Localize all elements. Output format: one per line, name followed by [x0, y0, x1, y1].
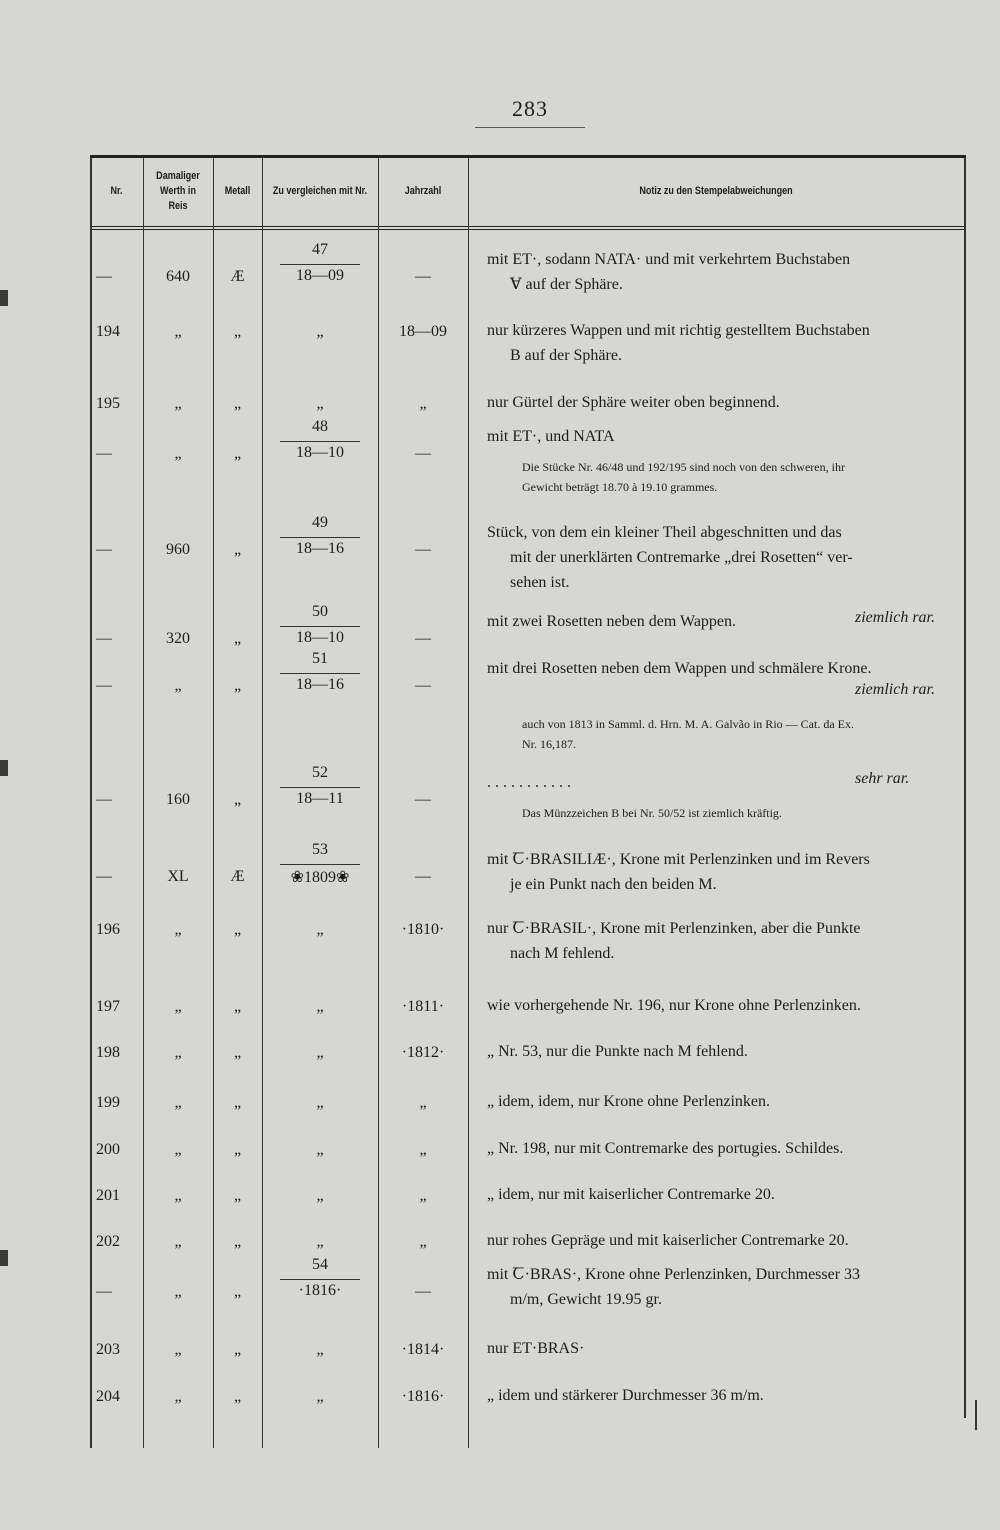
cell-werth: „ [174, 1044, 182, 1061]
cell-compare-number: 51 [312, 650, 328, 667]
cell-werth: XL [167, 868, 189, 885]
cell-werth: „ [174, 1233, 182, 1250]
cell-jahrzahl: ·1816· [401, 1388, 445, 1405]
cell-metall: „ [233, 1141, 242, 1158]
cell-jahrzahl: ·1810· [401, 921, 445, 938]
cell-werth: „ [174, 1187, 182, 1204]
compare-fraction-rule [280, 264, 360, 265]
note-line: Ɐ auf der Sphäre. [510, 276, 623, 293]
cell-werth: „ [174, 1388, 182, 1405]
cell-nr: 201 [96, 1187, 120, 1204]
cell-werth: „ [174, 1283, 182, 1300]
cell-werth: „ [174, 677, 182, 694]
rarity-note: sehr rar. [855, 770, 910, 787]
header-nr: Nr. [110, 184, 123, 197]
cell-werth: „ [174, 1341, 182, 1358]
footnote-line: Das Münzzeichen B bei Nr. 50/52 ist ziemlich kräftig. [522, 806, 782, 820]
cell-compare-year: 18—10 [296, 444, 344, 461]
cell-compare-number: 52 [312, 764, 328, 781]
cell-nr: — [96, 541, 112, 558]
cell-nr: 194 [96, 323, 120, 340]
cell-metall: „ [233, 445, 242, 462]
note-line: sehen ist. [510, 574, 570, 591]
cell-werth: 320 [166, 630, 190, 647]
cell-compare: „ [316, 1141, 324, 1158]
margin-mark [0, 760, 8, 776]
cell-compare-number: 53 [312, 841, 328, 858]
note-line: nur kürzeres Wappen und mit richtig gestelltem Buchstaben [487, 322, 870, 339]
cell-jahrzahl: — [415, 868, 431, 885]
cell-compare-year: ·1816· [298, 1282, 342, 1299]
cell-compare: „ [316, 1388, 324, 1405]
cell-compare: „ [316, 1044, 324, 1061]
cell-jahrzahl: ·1812· [401, 1044, 445, 1061]
cell-werth: „ [174, 998, 182, 1015]
cell-jahrzahl: „ [419, 1141, 427, 1158]
cell-werth: „ [174, 921, 182, 938]
cell-nr: 198 [96, 1044, 120, 1061]
note-line: mit ET·, und NATA [487, 428, 615, 445]
cell-nr: — [96, 268, 112, 285]
footnote-line: Gewicht beträgt 18.70 à 19.10 grammes. [522, 480, 718, 494]
cell-jahrzahl: — [415, 677, 431, 694]
compare-fraction-rule [280, 864, 360, 865]
cell-nr: — [96, 791, 112, 808]
cell-werth: „ [174, 445, 182, 462]
header-werth: Damaliger Werth in Reis [156, 169, 200, 212]
note-line: „ idem, idem, nur Krone ohne Perlenzinken. [487, 1093, 771, 1110]
cell-metall: „ [233, 1283, 242, 1300]
note-line: „ idem, nur mit kaiserlicher Contremarke 20. [487, 1186, 775, 1203]
note-line: Stück, von dem ein kleiner Theil abgeschnitten und das [487, 524, 842, 541]
cell-metall: „ [233, 1341, 242, 1358]
cell-metall: „ [233, 921, 242, 938]
cell-nr: 196 [96, 921, 120, 938]
note-line: mit ET·, sodann NATA· und mit verkehrtem Buchstaben [487, 251, 851, 268]
cell-compare-number: 50 [312, 603, 328, 620]
cell-compare-year: 18—09 [296, 267, 344, 284]
cell-metall: „ [233, 677, 242, 694]
cell-compare: „ [316, 1233, 324, 1250]
note-line: wie vorhergehende Nr. 196, nur Krone ohne Perlenzinken. [487, 997, 861, 1014]
note-line: mit der unerklärten Contremarke „drei Rosetten“ ver- [510, 549, 853, 566]
cell-compare-year: 18—16 [296, 540, 344, 557]
cell-jahrzahl: — [415, 791, 431, 808]
compare-fraction-rule [280, 1279, 360, 1280]
cell-nr: 202 [96, 1233, 120, 1250]
footnote-line: auch von 1813 in Samml. d. Hrn. M. A. Galvão in Rio — Cat. da Ex. [522, 717, 854, 731]
note-line: „ Nr. 198, nur mit Contremarke des portugies. Schildes. [487, 1140, 844, 1157]
header-vergleichen: Zu vergleichen mit Nr. [272, 184, 368, 197]
note-line: B auf der Sphäre. [510, 347, 622, 364]
compare-fraction-rule [280, 537, 360, 538]
rarity-note: ziemlich rar. [855, 609, 935, 626]
cell-jahrzahl: — [415, 541, 431, 558]
cell-compare: „ [316, 323, 324, 340]
cell-nr: 197 [96, 998, 120, 1015]
cell-werth: „ [174, 323, 182, 340]
cell-compare-year: 18—16 [296, 676, 344, 693]
cell-compare: „ [316, 998, 324, 1015]
cell-metall: „ [233, 630, 242, 647]
cell-metall: „ [233, 395, 242, 412]
cell-jahrzahl: 18—09 [399, 323, 447, 340]
cell-werth: „ [174, 395, 182, 412]
note-line: je ein Punkt nach den beiden M. [510, 876, 717, 893]
header-rule [90, 226, 966, 227]
cell-nr: 203 [96, 1341, 120, 1358]
cell-compare: „ [316, 395, 324, 412]
footnote-line: Die Stücke Nr. 46/48 und 192/195 sind noch von den schweren, ihr [522, 460, 845, 474]
compare-fraction-rule [280, 441, 360, 442]
compare-fraction-rule [280, 673, 360, 674]
cell-jahrzahl: „ [419, 1187, 427, 1204]
cell-compare-number: 49 [312, 514, 328, 531]
cell-compare: „ [316, 1094, 324, 1111]
cell-compare-number: 48 [312, 418, 328, 435]
cell-compare: „ [316, 921, 324, 938]
cell-metall: „ [233, 1044, 242, 1061]
rarity-note: ziemlich rar. [855, 681, 935, 698]
cell-nr: 200 [96, 1141, 120, 1158]
page-number-rule [475, 127, 585, 128]
cell-jahrzahl: — [415, 1283, 431, 1300]
header-jahrzahl: Jahrzahl [404, 184, 442, 197]
cell-werth: 960 [166, 541, 190, 558]
cell-nr: 199 [96, 1094, 120, 1111]
col-border [90, 158, 92, 1448]
cell-werth: „ [174, 1141, 182, 1158]
cell-metall: „ [233, 791, 242, 808]
cell-werth: 640 [166, 268, 190, 285]
margin-mark [0, 290, 8, 306]
cell-werth: „ [174, 1094, 182, 1111]
cell-metall: „ [233, 1388, 242, 1405]
note-line: m/m, Gewicht 19.95 gr. [510, 1291, 662, 1308]
col-border [262, 158, 263, 1448]
cell-metall: „ [233, 1233, 242, 1250]
note-line: nach M fehlend. [510, 945, 615, 962]
compare-fraction-rule [280, 626, 360, 627]
cell-nr: 195 [96, 395, 120, 412]
cell-compare: „ [316, 1187, 324, 1204]
note-line: nur Ꞇ·BRASIL·, Krone mit Perlenzinken, aber die Punkte [487, 920, 861, 937]
cell-nr: — [96, 1283, 112, 1300]
header-rule-double [90, 229, 966, 230]
cell-jahrzahl: „ [419, 1094, 427, 1111]
cell-compare-year: 18—11 [296, 790, 344, 807]
cell-jahrzahl: — [415, 630, 431, 647]
cell-werth: 160 [166, 791, 190, 808]
cell-jahrzahl: ·1814· [401, 1341, 445, 1358]
cell-jahrzahl: „ [419, 1233, 427, 1250]
cell-metall: Æ [230, 868, 245, 885]
note-line: nur ET·BRAS· [487, 1340, 585, 1357]
col-border-end [975, 1400, 977, 1430]
note-line: mit Ꞇ·BRASILIÆ·, Krone mit Perlenzinken und im Revers [487, 851, 870, 868]
cell-nr: 204 [96, 1388, 120, 1405]
compare-fraction-rule [280, 787, 360, 788]
note-line: nur Gürtel der Sphäre weiter oben beginnend. [487, 394, 780, 411]
cell-metall: „ [233, 998, 242, 1015]
cell-metall: Æ [230, 268, 245, 285]
cell-metall: „ [233, 323, 242, 340]
cell-jahrzahl: — [415, 268, 431, 285]
note-line: mit Ꞇ·BRAS·, Krone ohne Perlenzinken, Durchmesser 33 [487, 1266, 861, 1283]
cell-jahrzahl: „ [419, 395, 427, 412]
cell-compare-number: 47 [312, 241, 328, 258]
header-metall: Metall [224, 184, 251, 197]
note-line: „ idem und stärkerer Durchmesser 36 m/m. [487, 1387, 764, 1404]
cell-jahrzahl: — [415, 445, 431, 462]
margin-mark [0, 1250, 8, 1266]
note-line: mit zwei Rosetten neben dem Wappen. [487, 613, 737, 630]
page-number: 283 [512, 96, 548, 121]
cell-nr: — [96, 677, 112, 694]
cell-jahrzahl: ·1811· [401, 998, 445, 1015]
cell-compare-year: ❀1809❀ [290, 869, 350, 886]
cell-metall: „ [233, 541, 242, 558]
cell-nr: — [96, 630, 112, 647]
cell-metall: „ [233, 1187, 242, 1204]
table-top-rule [90, 155, 966, 158]
note-line: mit drei Rosetten neben dem Wappen und schmälere Krone. [487, 660, 872, 677]
cell-compare-year: 18—10 [296, 629, 344, 646]
cell-nr: — [96, 868, 112, 885]
note-line: . . . . . . . . . . . [487, 774, 571, 791]
footnote-line: Nr. 16,187. [522, 737, 576, 751]
cell-compare: „ [316, 1341, 324, 1358]
cell-metall: „ [233, 1094, 242, 1111]
col-border [468, 158, 469, 1448]
note-line: nur rohes Gepräge und mit kaiserlicher Contremarke 20. [487, 1232, 849, 1249]
header-notiz: Notiz zu den Stempelabweichungen [639, 184, 793, 197]
cell-compare-number: 54 [312, 1256, 328, 1273]
note-line: „ Nr. 53, nur die Punkte nach M fehlend. [487, 1043, 748, 1060]
cell-nr: — [96, 445, 112, 462]
